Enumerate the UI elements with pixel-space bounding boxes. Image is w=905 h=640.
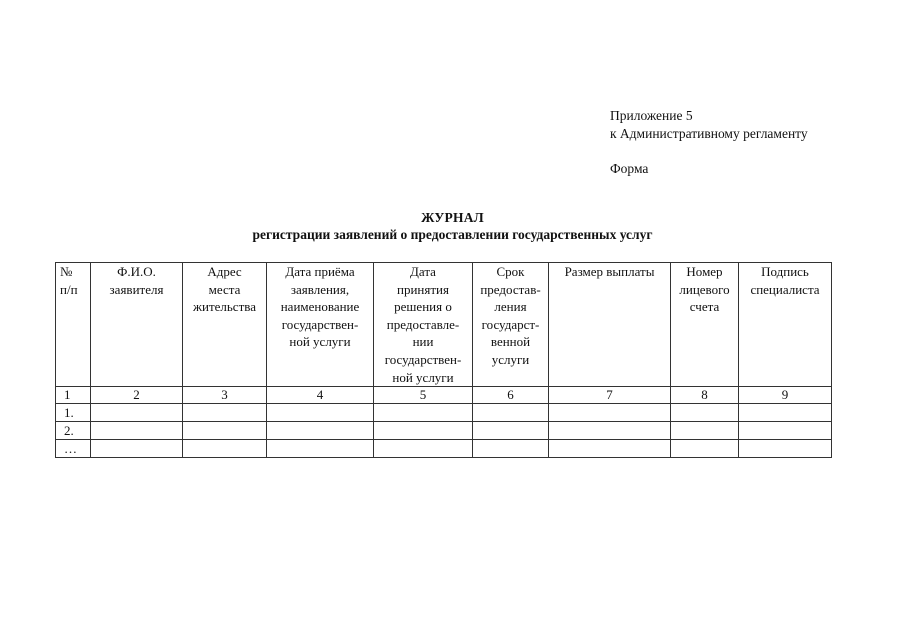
table-cell — [549, 422, 671, 440]
table-cell — [671, 422, 739, 440]
table-cell — [91, 404, 183, 422]
table-cell — [671, 404, 739, 422]
form-label: Форма — [610, 161, 649, 176]
table-cell — [374, 440, 473, 458]
column-number: 2 — [91, 387, 183, 404]
table-cell — [473, 422, 549, 440]
appendix-reference: к Административному регламенту — [610, 126, 808, 141]
header-service-period: Срок предостав- ления государст- венной услуги — [473, 263, 549, 387]
header-row-number: № п/п — [56, 263, 91, 387]
header-application-date: Дата приёма заявления, наименование государствен- ной услуги — [267, 263, 374, 387]
row-number: 1. — [56, 404, 91, 422]
header-account-number: Номер лицевого счета — [671, 263, 739, 387]
registration-journal-table — [55, 262, 832, 458]
table-cell — [183, 440, 267, 458]
header-applicant-name: Ф.И.О. заявителя — [91, 263, 183, 387]
column-number: 5 — [374, 387, 473, 404]
table-cell — [267, 440, 374, 458]
table-cell — [671, 440, 739, 458]
table-row — [56, 404, 832, 422]
table-cell — [91, 440, 183, 458]
table-cell — [374, 404, 473, 422]
table-cell — [183, 404, 267, 422]
table-cell — [91, 422, 183, 440]
header-decision-date: Дата принятия решения о предоставле- нии государствен- ной услуги — [374, 263, 473, 387]
column-number: 4 — [267, 387, 374, 404]
table-cell — [374, 422, 473, 440]
header-specialist-signature: Подпись специалиста — [739, 263, 832, 387]
table-row — [56, 440, 832, 458]
row-number: … — [56, 440, 91, 458]
column-number: 7 — [549, 387, 671, 404]
column-number: 6 — [473, 387, 549, 404]
table-cell — [739, 404, 832, 422]
header-address: Адрес места жительства — [183, 263, 267, 387]
table-cell — [549, 440, 671, 458]
header-payment-amount: Размер выплаты — [549, 263, 671, 387]
appendix-number: Приложение 5 — [610, 108, 693, 123]
column-number: 9 — [739, 387, 832, 404]
table-cell — [739, 440, 832, 458]
table-cell — [473, 404, 549, 422]
table-cell — [473, 440, 549, 458]
column-number: 1 — [56, 387, 91, 404]
table-cell — [739, 422, 832, 440]
table-cell — [549, 404, 671, 422]
table-cell — [267, 422, 374, 440]
table-header-row — [56, 263, 832, 387]
appendix-note — [610, 107, 808, 178]
journal-title: ЖУРНАЛ — [421, 210, 484, 225]
column-number: 8 — [671, 387, 739, 404]
table-row — [56, 422, 832, 440]
table-cell — [183, 422, 267, 440]
row-number: 2. — [56, 422, 91, 440]
journal-title-block — [0, 209, 905, 243]
table-cell — [267, 404, 374, 422]
column-number: 3 — [183, 387, 267, 404]
journal-subtitle: регистрации заявлений о предоставлении государственных услуг — [252, 227, 653, 242]
column-numbering-row — [56, 387, 832, 404]
